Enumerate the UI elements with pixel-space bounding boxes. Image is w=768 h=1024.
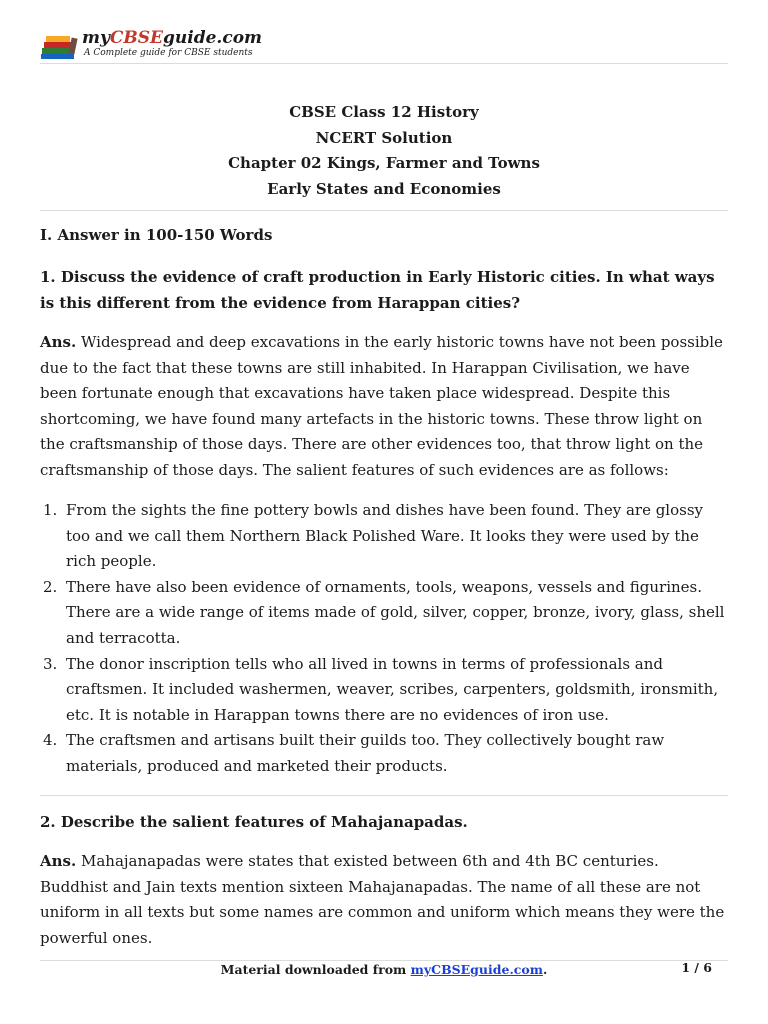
list-text: From the sights the fine pottery bowls and dishes have been found. They are glossy too and we call them Northern Black Polished Ware. It looks they were used by the rich people. [66,501,704,571]
books-icon [40,32,80,60]
footer-note [40,962,728,977]
answer-text: Widespread and deep excavations in the early historic towns have not been possible due to the fact that these towns are still inhabited. In Harappan Civilisation, we have been fortunate enough that excavations have taken place widespread. Despite this shortcoming, we have found many artefacts in the historic towns. These throw light on the craftsmanship of those days. There are other evidences too, that throw light on the craftsmanship of those days. The salient features of such evidences are as follows: [40,333,723,479]
section-heading: I. Answer in 100-150 Words [40,226,273,244]
question-1: 1. Discuss the evidence of craft production in Early Historic cities. In what ways is this different from the evidence from Harappan cities? [40,268,715,312]
title-line: Chapter 02 Kings, Farmer and Towns [228,154,540,173]
title-line: CBSE Class 12 History [289,103,479,121]
footer-period: . [542,962,548,977]
footer-text: Material downloaded from [220,962,411,977]
list-item [40,498,728,575]
list-item [40,652,728,729]
page-number: 1 / 6 [681,960,712,975]
site-logo[interactable] [40,28,263,62]
title-divider [40,210,728,211]
footer-link[interactable]: myCBSEguide.com [410,962,543,977]
list-text: There have also been evidence of ornaments, tools, weapons, vessels and figurines. There are a wide range of items made of gold, silver, copper, bronze, ivory, glass, shell and terracotta. [66,577,725,647]
logo-wordmark: myCBSEguide.com [82,28,263,48]
answer-label: Ans. [40,852,77,870]
list-item [40,575,728,652]
question-2: 2. Describe the salient features of Mahajanapadas. [40,813,468,831]
logo-tagline: A Complete guide for CBSE students [84,48,253,58]
list-number: 2. [43,577,58,596]
answer-1-points [40,498,728,780]
list-number: 1. [43,501,58,519]
answer-text: Mahajanapadas were states that existed between 6th and 4th BC centuries. Buddhist and Jain texts mention sixteen Mahajanapadas. The name of all these are not uniform in all texts but some names are common and uniform which means they were the powerful ones. [40,852,725,947]
header-divider [40,63,728,64]
title-line: Early States and Economies [267,179,501,198]
answer-1 [40,330,728,484]
list-text: The craftsmen and artisans built their guilds too. They collectively bought raw materials, produced and marketed their products. [66,731,665,775]
answer-2 [40,849,728,951]
list-item [40,728,728,779]
document-titles [40,100,728,202]
list-number: 3. [43,654,58,673]
list-number: 4. [43,731,58,750]
list-text: The donor inscription tells who all lived in towns in terms of professionals and craftsmen. It included washermen, weaver, scribes, carpenters, goldsmith, ironsmith, etc. It is notable in Harappan towns there are no evidences of iron use. [66,654,719,724]
question-divider [40,795,728,796]
footer-divider [40,960,728,961]
answer-label: Ans. [40,333,77,351]
title-line: NCERT Solution [315,128,453,147]
page-header [40,24,728,64]
